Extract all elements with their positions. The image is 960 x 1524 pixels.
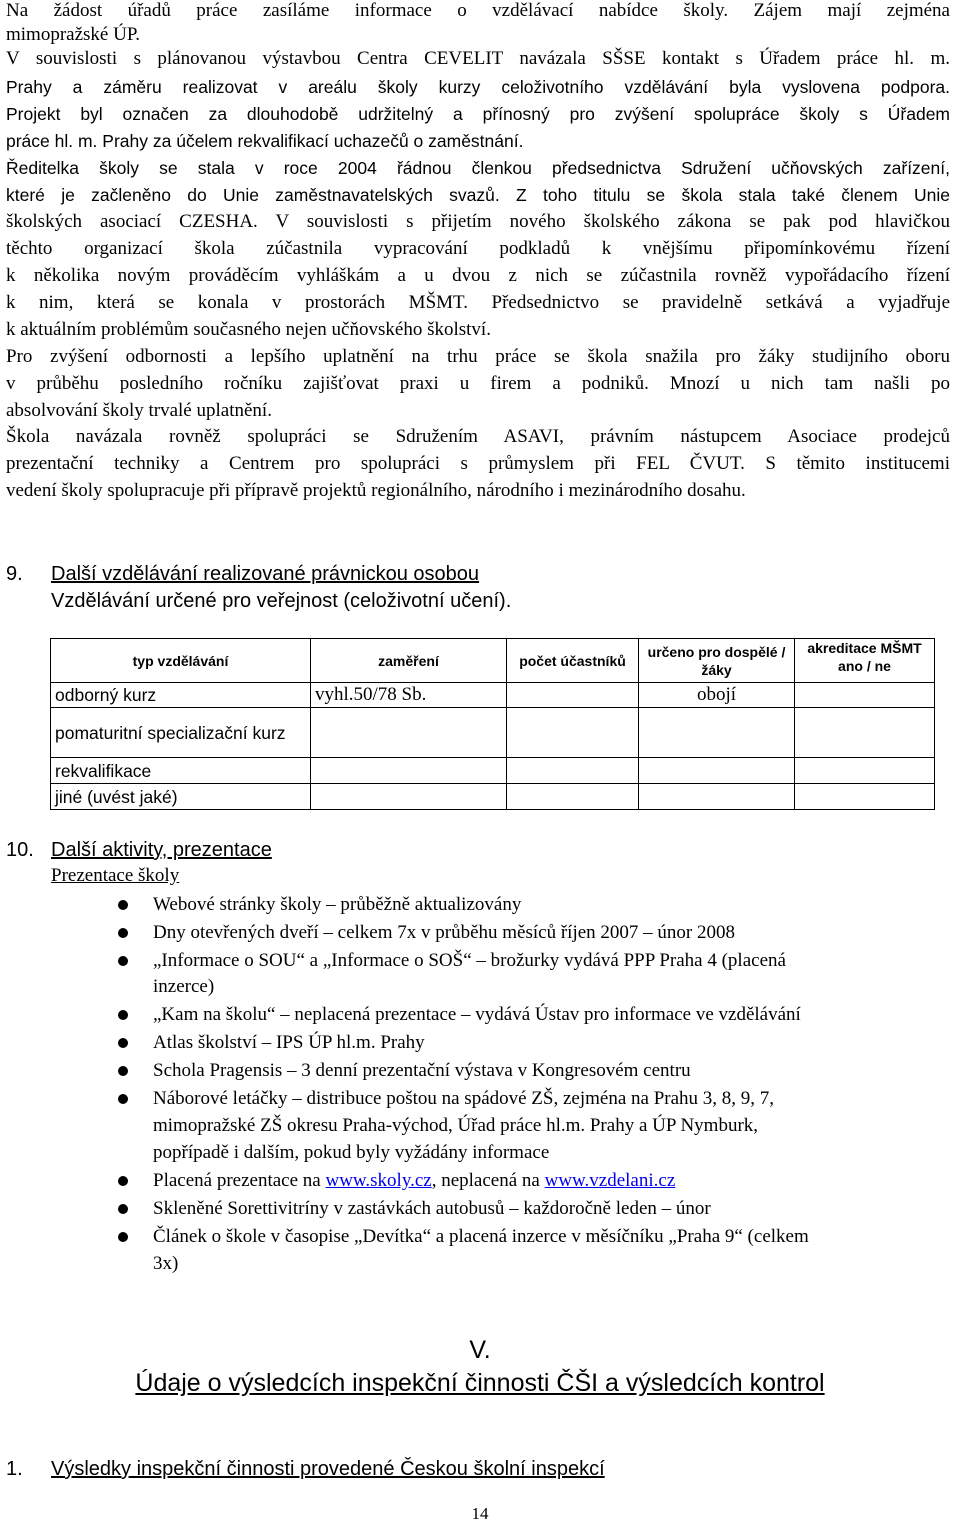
bullet-dot — [118, 1176, 128, 1186]
list-item: Článek o škole v časopise „Devítka“ a placená inzerce v měsíčníku „Praha 9“ (celkem — [153, 1226, 809, 1247]
table-cell — [795, 708, 935, 758]
section-10-number: 10. — [6, 839, 34, 861]
table-header-row — [51, 639, 935, 683]
table-cell: odborný kurz — [51, 683, 311, 708]
bullet-dot — [118, 1094, 128, 1104]
header-urceno: určeno pro dospělé / žáky — [639, 639, 795, 683]
table-cell — [311, 784, 507, 810]
table-cell: jiné (uvést jaké) — [51, 784, 311, 810]
table-cell: pomaturitní specializační kurz — [51, 708, 311, 758]
table-cell — [639, 784, 795, 810]
link-vzdelani[interactable]: www.vzdelani.cz — [544, 1170, 676, 1191]
text-line: k aktuálním problémům současného nejen učňovského školství. — [6, 319, 491, 340]
table-row — [51, 683, 935, 708]
header-pocet: počet účastníků — [507, 639, 639, 683]
text-line: v průběhu posledního ročníku zajišťovat praxi u firem a podniků. Mnozí u nich tam našli po — [6, 373, 950, 394]
table-cell — [639, 758, 795, 784]
table-cell — [507, 708, 639, 758]
table-cell — [795, 784, 935, 810]
table-cell — [639, 708, 795, 758]
section-9-title: Další vzdělávání realizované právnickou osobou — [51, 563, 480, 585]
header-zamereni: zaměření — [311, 639, 507, 683]
bullet-dot — [118, 956, 128, 966]
list-item-continuation: 3x) — [153, 1253, 179, 1274]
bullet-dot — [118, 1038, 128, 1048]
text-line: Škola navázala rovněž spolupráci se Sdružením ASAVI, právním nástupcem Asociace prodejců — [6, 426, 950, 447]
chapter-title: Údaje o výsledcích inspekční činnosti ČŠI a výsledcích kontrol — [135, 1369, 825, 1397]
table-cell: rekvalifikace — [51, 758, 311, 784]
text-line: těchto organizací škola zúčastnila vypracování podkladů k vnějšímu připomínkovému řízení — [6, 238, 950, 259]
table-cell — [795, 683, 935, 708]
bullet-dot — [118, 1066, 128, 1076]
header-typ: typ vzdělávání — [51, 639, 311, 683]
text-line: Na žádost úřadů práce zasíláme informace o vzdělávací nabídce školy. Zájem mají zejména — [6, 0, 950, 21]
section-9-number: 9. — [6, 563, 23, 585]
section-10-title: Další aktivity, prezentace — [51, 839, 272, 861]
chapter-numeral: V. — [469, 1336, 491, 1364]
table-row — [51, 758, 935, 784]
section-10-subtitle: Prezentace školy — [51, 865, 180, 886]
table-cell — [311, 758, 507, 784]
list-item: Náborové letáčky – distribuce poštou na spádové ZŠ, zejména na Prahu 3, 8, 9, 7, — [153, 1088, 775, 1109]
list-item: Webové stránky školy – průběžně aktualizovány — [153, 894, 522, 915]
section-1-number: 1. — [6, 1458, 23, 1480]
text-line: práce hl. m. Prahy za účelem rekvalifikací uchazečů o zaměstnání. — [6, 131, 524, 151]
table-cell: vyhl.50/78 Sb. — [311, 683, 507, 708]
bullet-dot — [118, 928, 128, 938]
text-line: k nim, která se konala v prostorách MŠMT. Předsednictvo se pravidelně setkává a vyjadřuje — [6, 292, 950, 313]
text-line: Projekt byl označen za dlouhodobě udržitelný a přínosný pro zvýšení spolupráce školy s Úřadem — [6, 104, 950, 124]
table-cell — [507, 758, 639, 784]
list-item: Placená prezentace na www.skoly.cz, neplacená na www.vzdelani.cz — [153, 1170, 676, 1191]
list-item-continuation: inzerce) — [153, 976, 215, 997]
table-cell — [507, 683, 639, 708]
section-9-subtitle: Vzdělávání určené pro veřejnost (celoživotní učení). — [51, 590, 512, 612]
list-item-continuation: mimopražské ZŠ okresu Praha-východ, Úřad práce hl.m. Prahy a ÚP Nymburk, — [153, 1115, 759, 1136]
table-row — [51, 708, 935, 758]
text-line: mimopražské ÚP. — [6, 24, 141, 45]
list-item: Schola Pragensis – 3 denní prezentační výstava v Kongresovém centru — [153, 1060, 691, 1081]
text-line: V souvislosti s plánovanou výstavbou Centra CEVELIT navázala SŠSE kontakt s Úřadem práce hl. m. — [6, 48, 950, 69]
text-line: Ředitelka školy se stala v roce 2004 řádnou členkou předsednictva Sdružení učňovských zařízení, — [6, 158, 950, 178]
bullet-dot — [118, 1010, 128, 1020]
text-line: Prahy a záměru realizovat v areálu školy kurzy celoživotního vzdělávání byla vyslovena podpora. — [6, 77, 950, 97]
bullet-dot — [118, 1204, 128, 1214]
page-number: 14 — [471, 1504, 489, 1523]
text-line: prezentační techniky a Centrem pro spolupráci s průmyslem při FEL ČVUT. S těmito institucemi — [6, 453, 950, 474]
list-item: Atlas školství – IPS ÚP hl.m. Prahy — [153, 1032, 425, 1053]
link-skoly[interactable]: www.skoly.cz — [325, 1170, 432, 1191]
list-item: „Kam na školu“ – neplacená prezentace – vydává Ústav pro informace ve vzdělávání — [153, 1004, 801, 1025]
table-cell — [795, 758, 935, 784]
header-akreditace: akreditace MŠMT ano / ne — [795, 639, 935, 683]
text-line: k několika novým prováděcím vyhláškám a u dvou z nich se zúčastnila rovněž vypořádacího řízení — [6, 265, 950, 286]
bullet-dot — [118, 1232, 128, 1242]
text-line: Pro zvýšení odbornosti a lepšího uplatnění na trhu práce se škola snažila pro žáky studijního oboru — [6, 346, 950, 367]
section-1-title: Výsledky inspekční činnosti provedené Českou školní inspekcí — [51, 1458, 605, 1480]
list-item-continuation: popřípadě i dalším, pokud byly vyžádány informace — [153, 1142, 550, 1163]
list-item: „Informace o SOU“ a „Informace o SOŠ“ – brožurky vydává PPP Praha 4 (placená — [153, 950, 786, 971]
table-cell — [311, 708, 507, 758]
text-line: které je začleněno do Unie zaměstnavatelských svazů. Z toho titulu se škola stala také členem Unie — [6, 185, 950, 205]
table-row — [51, 784, 935, 810]
table-cell: obojí — [639, 683, 795, 708]
list-item: Skleněné Sorettivitríny v zastávkách autobusů – každoročně leden – únor — [153, 1198, 711, 1219]
bullet-dot — [118, 900, 128, 910]
text-line: vedení školy spolupracuje při přípravě projektů regionálního, národního i mezinárodního dosahu. — [6, 480, 746, 501]
text-line: školských asociací CZESHA. V souvislosti s přijetím nového školského zákona se pak pod hlavičkou — [6, 211, 950, 232]
table-cell — [507, 784, 639, 810]
list-item: Dny otevřených dveří – celkem 7x v průběhu měsíců říjen 2007 – únor 2008 — [153, 922, 735, 943]
text-line: absolvování školy trvalé uplatnění. — [6, 400, 272, 421]
education-table — [50, 638, 935, 810]
